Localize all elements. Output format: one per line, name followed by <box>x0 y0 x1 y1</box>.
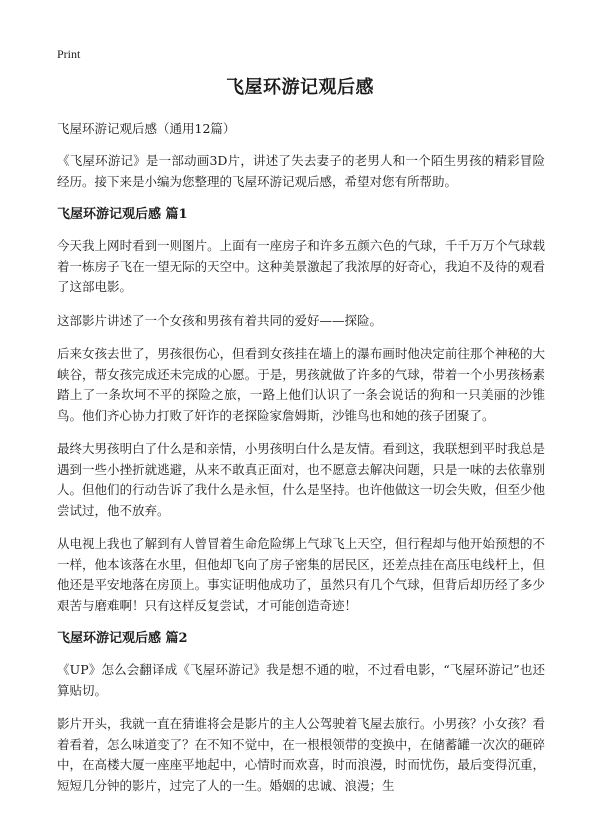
section-1 <box>57 205 545 616</box>
article-body <box>57 119 545 809</box>
paragraph: 影片开头，我就一直在猜谁将会是影片的主人公驾驶着飞屋去旅行。小男孩？小女孩？看着看着，怎么味道变了？在不知不觉中，在一根根领带的变换中，在储蓄罐一次次的砸碎中，在高楼大厦一座座平地起中，心情时而欢喜，时而浪漫，时而忧伤，最后变得沉重，短短几分钟的影片，过完了人的一生。婚姻的忠诚、浪漫；生 <box>57 716 545 793</box>
section-heading: 飞屋环游记观后感 篇2 <box>57 631 188 646</box>
section-2 <box>57 629 545 796</box>
paragraph: 最终大男孩明白了什么是和亲情，小男孩明白什么是友情。看到这，我联想到平时我总是遇到一些小挫折就逃避，从来不敢真正面对，也不愿意去解决问题，只是一味的去依靠别人。但他们的行动告诉了我什么是永恒，什么是坚持。也许他做这一切会失败，但至少他尝试过，他不放弃。 <box>57 441 545 518</box>
paragraph: 《UP》怎么会翻译成《飞屋环游记》我是想不通的啦，不过看电影，“飞屋环游记”也还算贴切。 <box>57 662 545 698</box>
section-heading: 飞屋环游记观后感 篇1 <box>57 207 188 222</box>
print-link[interactable]: Print <box>57 47 81 61</box>
paragraph: 从电视上我也了解到有人曾冒着生命危险绑上气球飞上天空，但行程却与他开始预想的不一样，他本该落在水里，但他却飞向了房子密集的居民区，还差点挂在高压电线杆上，但他还是平安地落在房顶上。事实证明他成功了，虽然只有几个气球，但背后却历经了多少艰苦与磨难啊！只有这样反复尝试，才可能创造奇迹！ <box>57 536 545 613</box>
intro-paragraph: 《飞屋环游记》是一部动画3D片，讲述了失去妻子的老男人和一个陌生男孩的精彩冒险经历。接下来是小编为您整理的飞屋环游记观后感，希望对您有所帮助。 <box>57 153 545 189</box>
paragraph: 这部影片讲述了一个女孩和男孩有着共同的爱好——探险。 <box>57 312 383 328</box>
paragraph: 后来女孩去世了，男孩很伤心，但看到女孩挂在墙上的瀑布画时他决定前往那个神秘的大峡谷，帮女孩完成还未完成的心愿。于是，男孩就做了许多的气球，带着一个小男孩杨素踏上了一条坎坷不平的探险之旅，一路上他们认识了一条会说话的狗和一只美丽的沙锥鸟。他们齐心协力打败了奸诈的老探险家詹姆斯，沙锥鸟也和她的孩子团聚了。 <box>57 346 545 423</box>
article-subtitle: 飞屋环游记观后感（通用12篇） <box>57 121 236 136</box>
page-title: 飞屋环游记观后感 <box>226 77 374 98</box>
paragraph: 今天我上网时看到一则图片。上面有一座房子和许多五颜六色的气球，千千万万个气球载着一栋房子飞在一望无际的天空中。这种美景激起了我浓厚的好奇心，我迫不及待的观看了这部电影。 <box>57 238 545 294</box>
